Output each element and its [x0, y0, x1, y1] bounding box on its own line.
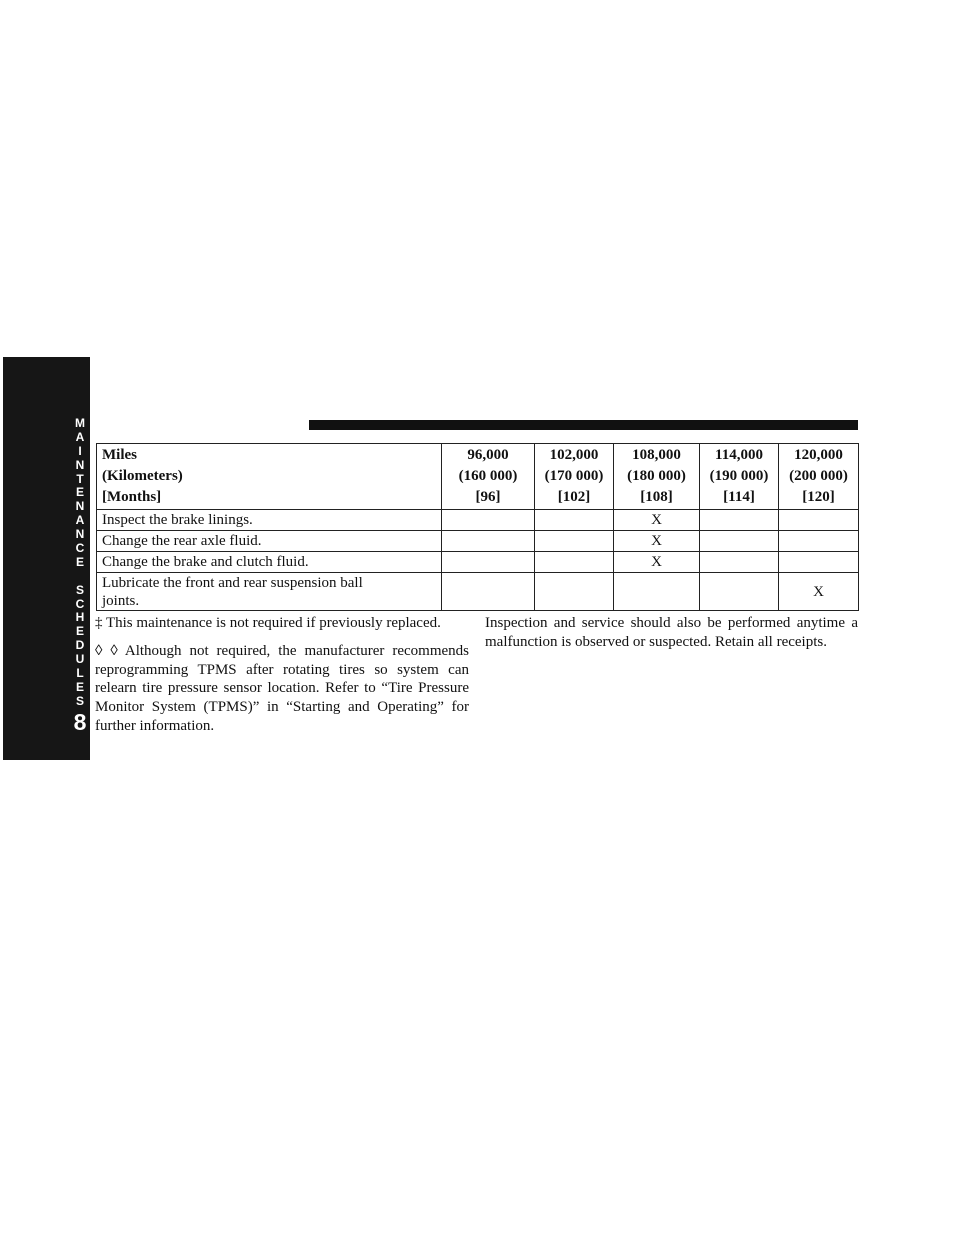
maintenance-schedule-table [96, 443, 859, 611]
section-letter: N [75, 499, 85, 514]
mark-cell [779, 510, 859, 531]
mark-cell [614, 573, 700, 611]
section-letter: C [75, 541, 85, 556]
interval-miles: 96,000 [467, 447, 509, 463]
section-letter: A [75, 513, 85, 528]
table-row [97, 510, 859, 531]
mark-cell [535, 573, 614, 611]
table-row [97, 573, 859, 611]
interval-label-header [97, 444, 442, 510]
mark-cell: X [614, 531, 700, 552]
footnotes-column [95, 614, 469, 745]
mark-cell [779, 531, 859, 552]
table-header-row [97, 444, 859, 510]
interval-months: [102] [557, 489, 591, 505]
task-cell: Change the rear axle fluid. [97, 531, 442, 552]
interval-months: [96] [475, 489, 501, 505]
footnote-double-dagger: ‡ This maintenance is not required if previously replaced. [95, 615, 441, 631]
interval-months: [114] [723, 489, 755, 505]
section-letter: C [75, 596, 85, 611]
mark-cell [442, 573, 535, 611]
mark-cell: X [614, 510, 700, 531]
task-line: joints. [102, 592, 140, 609]
section-letter: E [75, 624, 84, 639]
mark-cell [700, 510, 779, 531]
section-letter: H [75, 610, 85, 625]
table-row [97, 552, 859, 573]
footnote-tpms: ◊ ◊ Although not required, the manufacturer recommends reprogramming TPMS after rotating tires so system can relearn tire pressure sensor location. Refer to “Tire Pressure Monitor System (TPMS)” in “Starting and Operating” for further information. [95, 642, 469, 734]
task-line: Lubricate the front and rear suspension ball [102, 574, 363, 591]
task-cell: Change the brake and clutch fluid. [97, 552, 442, 573]
mark-cell [779, 552, 859, 573]
interval-km: (190 000) [709, 468, 769, 484]
section-letter: T [76, 471, 84, 486]
mark-cell [700, 531, 779, 552]
interval-km: (180 000) [627, 468, 686, 484]
interval-months: [120] [802, 489, 835, 505]
mark-cell [535, 531, 614, 552]
interval-column-header [779, 444, 859, 510]
mark-cell [535, 552, 614, 573]
section-letter: I [78, 443, 82, 458]
section-letter: N [75, 457, 85, 472]
section-letter: U [75, 652, 85, 667]
interval-column-header [442, 444, 535, 510]
months-label: [Months] [102, 489, 162, 505]
mark-cell: X [614, 552, 700, 573]
section-letter: S [75, 582, 84, 597]
interval-miles: 114,000 [715, 447, 763, 463]
section-letter: M [75, 416, 85, 430]
inspection-note-column [485, 614, 858, 661]
mark-cell [442, 531, 535, 552]
interval-column-header [614, 444, 700, 510]
interval-miles: 102,000 [549, 447, 599, 463]
mark-cell [700, 573, 779, 611]
task-cell: Inspect the brake linings. [97, 510, 442, 531]
miles-label: Miles [102, 447, 137, 463]
interval-km: (170 000) [544, 468, 604, 484]
mark-cell [442, 510, 535, 531]
section-letter: A [75, 429, 85, 444]
section-letter: E [75, 485, 84, 500]
header-rule-bar [309, 420, 858, 430]
task-cell [97, 573, 442, 611]
mark-cell [535, 510, 614, 531]
section-label-vertical [72, 417, 88, 709]
section-letter: E [75, 679, 84, 694]
interval-column-header [700, 444, 779, 510]
interval-miles: 120,000 [794, 447, 843, 463]
section-letter: L [76, 666, 84, 681]
interval-km: (160 000) [458, 468, 518, 484]
mark-cell [700, 552, 779, 573]
kilometers-label: (Kilometers) [102, 468, 183, 484]
chapter-number: 8 [73, 709, 87, 735]
section-letter: N [75, 527, 85, 542]
section-letter: S [75, 693, 84, 708]
interval-miles: 108,000 [632, 447, 681, 463]
table-row [97, 531, 859, 552]
interval-months: [108] [640, 489, 673, 505]
interval-km: (200 000) [789, 468, 848, 484]
mark-cell: X [779, 573, 859, 611]
mark-cell [442, 552, 535, 573]
interval-column-header [535, 444, 614, 510]
inspection-note: Inspection and service should also be performed anytime a malfunction is observed or suspected. Retain all receipts. [485, 615, 858, 650]
section-letter: D [75, 638, 85, 653]
section-letter: E [75, 554, 84, 569]
